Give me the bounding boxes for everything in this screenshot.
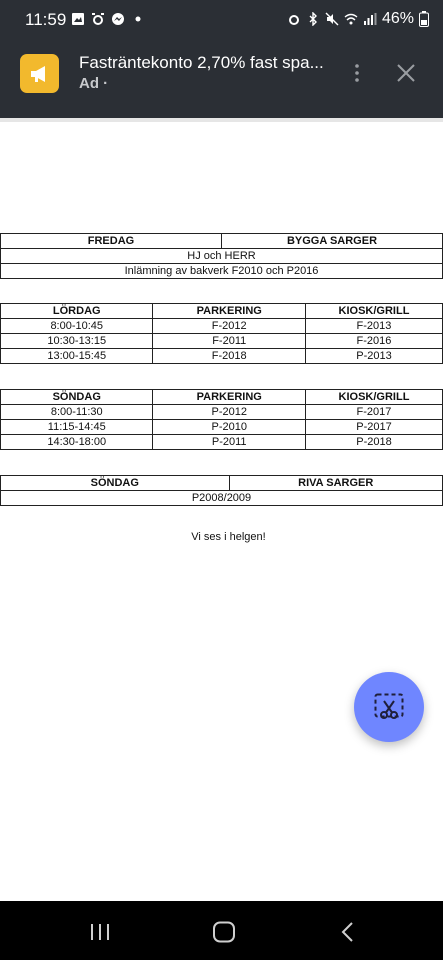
battery-percent: 46% (381, 10, 414, 27)
table-cell: 14:30-18:00 (1, 435, 153, 450)
alarm-icon (91, 12, 105, 26)
table-row (1, 420, 443, 435)
screenshot-capture-button[interactable] (354, 672, 424, 742)
table-row (1, 319, 443, 334)
table-header-cell: FREDAG (1, 234, 222, 249)
table-cell: P-2017 (305, 420, 442, 435)
table-cell: P-2018 (305, 435, 442, 450)
table-header-cell: KIOSK/GRILL (305, 304, 442, 319)
closing-message: Vi ses i helgen! (191, 531, 266, 543)
megaphone-icon (29, 64, 51, 84)
close-icon[interactable] (395, 62, 417, 84)
table-cell: 8:00-10:45 (1, 319, 153, 334)
navigation-bar (0, 901, 443, 960)
status-time: 11:59 (25, 10, 67, 29)
table-cell: P2008/2009 (1, 491, 443, 506)
battery-icon (419, 11, 429, 27)
table-cell: P-2011 (153, 435, 305, 450)
table-cell: 13:00-15:45 (1, 349, 153, 364)
status-bar (0, 0, 443, 38)
ad-logo (20, 54, 59, 93)
messenger-icon (111, 12, 125, 26)
table-cell: P-2010 (153, 420, 305, 435)
table-cell: 11:15-14:45 (1, 420, 153, 435)
table-cell: P-2012 (153, 405, 305, 420)
table-cell: HJ och HERR (1, 249, 443, 264)
sunday-table (0, 389, 443, 450)
table-row (1, 304, 443, 319)
table-cell: 10:30-13:15 (1, 334, 153, 349)
table-cell: P-2013 (305, 349, 442, 364)
saturday-table (0, 303, 443, 364)
table-row (1, 234, 443, 249)
signal-icon (363, 12, 377, 26)
table-header-cell: KIOSK/GRILL (305, 390, 442, 405)
ad-title[interactable]: Fasträntekonto 2,70% fast spa... (79, 53, 324, 72)
table-row (1, 249, 443, 264)
table-cell: F-2011 (153, 334, 305, 349)
table-header-cell: SÖNDAG (1, 476, 230, 491)
table-cell: Inlämning av bakverk F2010 och P2016 (1, 264, 443, 279)
sunday-teardown-table (0, 475, 443, 506)
table-cell: F-2012 (153, 319, 305, 334)
friday-table (0, 233, 443, 279)
table-header-cell: PARKERING (153, 304, 305, 319)
table-cell: F-2017 (305, 405, 442, 420)
table-row (1, 349, 443, 364)
table-header-cell: LÖRDAG (1, 304, 153, 319)
recents-icon[interactable] (87, 919, 113, 945)
table-row (1, 405, 443, 420)
table-row (1, 264, 443, 279)
table-row (1, 334, 443, 349)
mute-icon (325, 12, 339, 26)
more-vert-icon[interactable] (350, 62, 364, 84)
scissors-icon (373, 691, 405, 723)
wifi-icon (344, 12, 358, 26)
table-header-cell: BYGGA SARGER (222, 234, 443, 249)
table-cell: F-2016 (305, 334, 442, 349)
table-row (1, 435, 443, 450)
ad-notification[interactable] (0, 38, 443, 118)
table-cell: F-2013 (305, 319, 442, 334)
ad-label: Ad · (79, 75, 109, 92)
table-header-cell: SÖNDAG (1, 390, 153, 405)
image-icon (71, 12, 85, 26)
document-divider (0, 118, 443, 122)
alarm-icon (287, 12, 301, 26)
table-header-cell: RIVA SARGER (229, 476, 443, 491)
table-cell: 8:00-11:30 (1, 405, 153, 420)
table-row (1, 476, 443, 491)
dot-icon (131, 12, 145, 26)
table-row (1, 491, 443, 506)
table-header-cell: PARKERING (153, 390, 305, 405)
bluetooth-icon (306, 12, 320, 26)
home-icon[interactable] (211, 919, 237, 945)
back-icon[interactable] (336, 919, 362, 945)
table-row (1, 390, 443, 405)
table-cell: F-2018 (153, 349, 305, 364)
